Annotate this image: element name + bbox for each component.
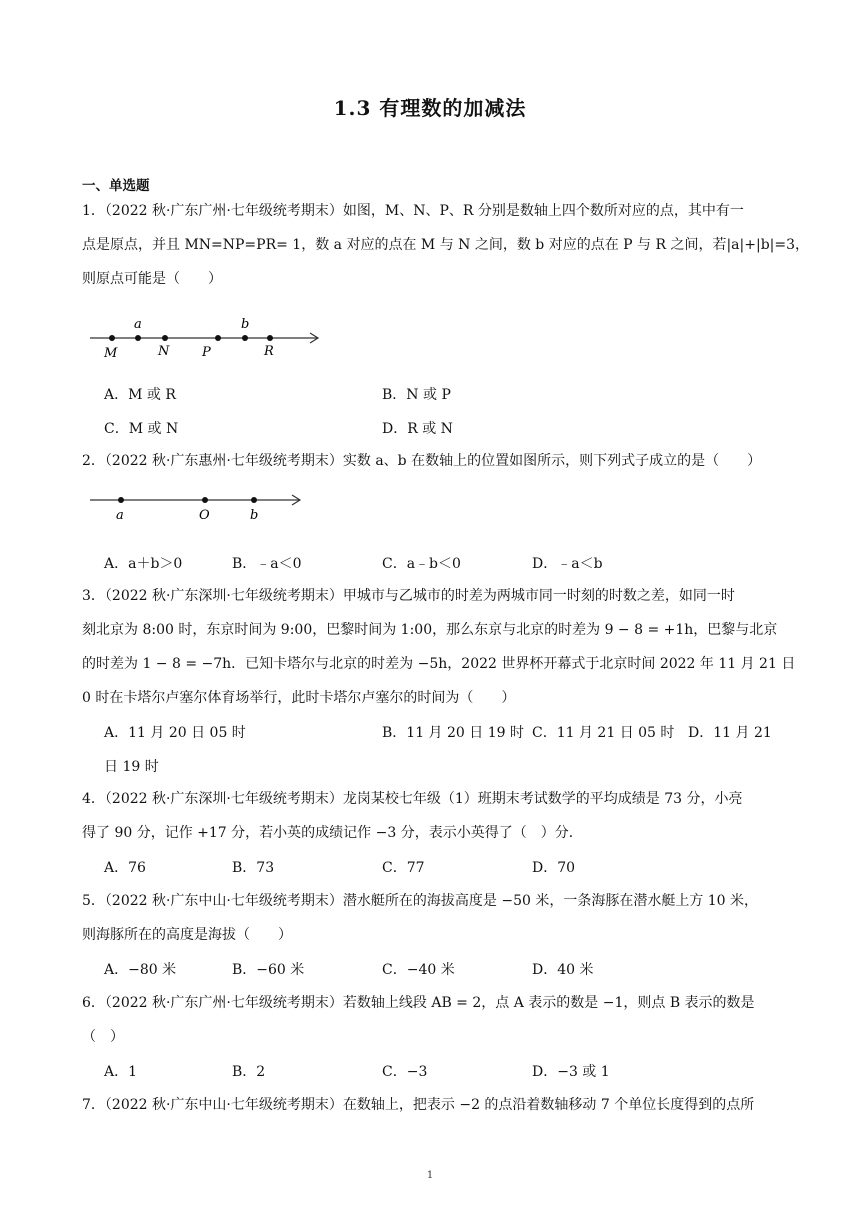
q1-point-b	[242, 335, 248, 341]
q4-option-b[interactable]: B．73	[232, 860, 275, 876]
q2-line-1: 2．（2022 秋·广东惠州·七年级统考期末）实数 a、b 在数轴上的位置如图所示，则下列式子成立的是（ ）	[82, 453, 762, 469]
q1-line-3: 则原点可能是（ ）	[82, 271, 222, 287]
q2-label-b: b	[250, 508, 259, 523]
q4-option-c[interactable]: C．77	[382, 860, 425, 876]
page-number: 1	[426, 1170, 434, 1181]
q6-option-b[interactable]: B．2	[232, 1064, 266, 1080]
q1-label-m: M	[104, 346, 118, 361]
q1-option-c[interactable]: C．M 或 N	[104, 421, 179, 437]
q2-point-b	[251, 497, 257, 503]
q1-line-1: 1．（2022 秋·广东广州·七年级统考期末）如图，M、N、P、R 分别是数轴上四个数所对应的点，其中有一	[82, 203, 744, 219]
q2-point-a	[118, 497, 124, 503]
q1-point-n	[162, 335, 168, 341]
q1-option-b[interactable]: B．N 或 P	[382, 387, 451, 403]
q1-point-r	[267, 335, 273, 341]
document-title: 1.3 有理数的加减法	[333, 96, 527, 120]
q3-line-1: 3．（2022 秋·广东深圳·七年级统考期末）甲城市与乙城市的时差为两城市同一时刻的时数之差，如同一时	[82, 588, 735, 604]
q3-line-3: 的时差为 1 − 8 = −7h．已知卡塔尔与北京的时差为 −5h，2022 世界杯开幕式于北京时间 2022 年 11 月 21 日	[82, 656, 796, 672]
q6-option-c[interactable]: C．−3	[382, 1064, 428, 1080]
q6-option-a[interactable]: A．1	[104, 1064, 138, 1080]
q4-line-1: 4．（2022 秋·广东深圳·七年级统考期末）龙岗某校七年级（1）班期末考试数学的平均成绩是 73 分，小亮	[82, 791, 743, 807]
q2-option-a[interactable]: A．a＋b＞0	[104, 556, 183, 572]
q4-option-a[interactable]: A．76	[104, 860, 146, 876]
q5-option-d[interactable]: D．40 米	[532, 962, 594, 978]
q4-option-d[interactable]: D．70	[532, 860, 576, 876]
q2-label-a: a	[116, 508, 124, 523]
q1-label-p: P	[202, 345, 211, 360]
q5-option-c[interactable]: C．−40 米	[382, 962, 455, 978]
q1-point-p	[215, 335, 221, 341]
q3-option-c[interactable]: C．11 月 21 日 05 时	[532, 725, 675, 741]
q2-number-line	[88, 488, 308, 524]
q2-point-o	[202, 497, 208, 503]
q1-label-n: N	[158, 344, 170, 359]
q1-option-a[interactable]: A．M 或 R	[104, 387, 176, 403]
q4-line-2: 得了 90 分，记作 +17 分，若小英的成绩记作 −3 分，表示小英得了（ ）分．	[82, 825, 583, 841]
q6-line-1: 6．（2022 秋·广东广州·七年级统考期末）若数轴上线段 AB = 2，点 A 表示的数是 −1，则点 B 表示的数是	[82, 995, 755, 1011]
q6-line-2: （ ）	[82, 1029, 124, 1045]
q3-line-4: 0 时在卡塔尔卢塞尔体育场举行，此时卡塔尔卢塞尔的时间为（ ）	[82, 690, 516, 706]
q6-option-d[interactable]: D．−3 或 1	[532, 1064, 610, 1080]
q1-point-a	[135, 335, 141, 341]
q2-option-c[interactable]: C．a﹣b＜0	[382, 556, 461, 572]
q3-option-a[interactable]: A．11 月 20 日 05 时	[104, 725, 246, 741]
q3-line-2: 刻北京为 8:00 时，东京时间为 9:00，巴黎时间为 1:00，那么东京与北京的时差为 9 − 8 = +1h，巴黎与北京	[82, 622, 778, 638]
q2-option-b[interactable]: B．﹣a＜0	[232, 556, 302, 572]
q1-point-m	[109, 335, 115, 341]
q3-option-d[interactable]: D．11 月 21	[688, 725, 772, 741]
section-heading: 一、单选题	[82, 178, 150, 194]
q1-label-r: R	[264, 344, 274, 359]
q5-option-b[interactable]: B．−60 米	[232, 962, 305, 978]
q3-option-b[interactable]: B．11 月 20 日 19 时	[382, 725, 524, 741]
q1-number-line	[88, 312, 328, 364]
q1-label-a: a	[134, 317, 142, 332]
q1-option-d[interactable]: D．R 或 N	[382, 421, 453, 437]
q7-line-1: 7．（2022 秋·广东中山·七年级统考期末）在数轴上，把表示 −2 的点沿着数轴移动 7 个单位长度得到的点所	[82, 1097, 755, 1113]
q1-label-b: b	[241, 317, 250, 332]
q3-option-d-cont: 日 19 时	[104, 759, 159, 775]
q5-line-2: 则海豚所在的高度是海拔（ ）	[82, 927, 292, 943]
q2-label-o: O	[199, 508, 210, 523]
q5-option-a[interactable]: A．−80 米	[104, 962, 177, 978]
q5-line-1: 5．（2022 秋·广东中山·七年级统考期末）潜水艇所在的海拔高度是 −50 米，一条海豚在潜水艇上方 10 米，	[82, 893, 759, 909]
q1-line-2: 点是原点，并且 MN=NP=PR= 1，数 a 对应的点在 M 与 N 之间，数 b 对应的点在 P 与 R 之间，若|a|+|b|=3，	[82, 237, 810, 253]
q2-option-d[interactable]: D．﹣a＜b	[532, 556, 603, 572]
